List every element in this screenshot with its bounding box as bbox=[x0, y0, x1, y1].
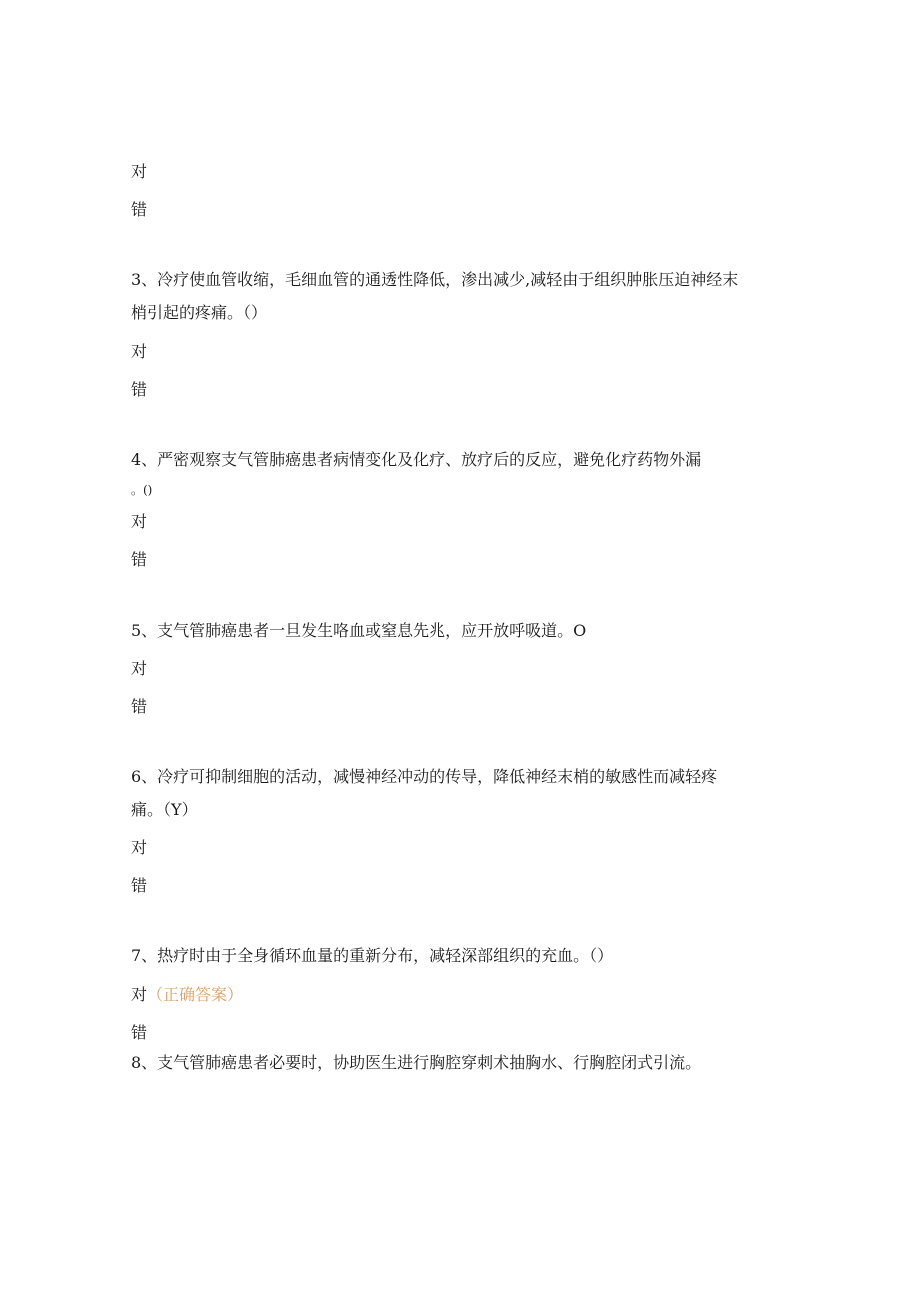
q2-option-false: 错 bbox=[131, 200, 148, 219]
q5-text-line1: 5、支气管肺癌患者一旦发生咯血或窒息先兆，应开放呼吸道。O bbox=[131, 621, 587, 640]
q4-option-true: 对 bbox=[131, 512, 148, 531]
q5-option-true: 对 bbox=[131, 659, 148, 678]
q7-option-true: 对 bbox=[131, 985, 148, 1004]
q4-text-line1: 4、严密观察支气管肺癌患者病情变化及化疗、放疗后的反应，避免化疗药物外漏 bbox=[131, 450, 702, 469]
q6-text-line1: 6、冷疗可抑制细胞的活动，减慢神经冲动的传导，降低神经末梢的敏感性而减轻疼 bbox=[131, 767, 718, 786]
q5-option-false: 错 bbox=[131, 697, 148, 716]
q8-text-line1: 8、支气管肺癌患者必要时，协助医生进行胸腔穿刺术抽胸水、行胸腔闭式引流。 bbox=[131, 1053, 702, 1072]
q2-option-true: 对 bbox=[131, 162, 148, 181]
q3-text-line2: 梢引起的疼痛。（） bbox=[131, 303, 268, 322]
q7-text-line1: 7、热疗时由于全身循环血量的重新分布，减轻深部组织的充血。（） bbox=[131, 946, 614, 965]
q3-option-false: 错 bbox=[131, 380, 148, 399]
q6-text-line2: 痛。（Y） bbox=[131, 800, 198, 819]
q6-option-false: 错 bbox=[131, 876, 148, 895]
q4-text-line2: 。() bbox=[131, 483, 153, 497]
correct-answer-mark: （正确答案） bbox=[147, 985, 244, 1004]
q3-text-line1: 3、冷疗使血管收缩，毛细血管的通透性降低，渗出减少,减轻由于组织肿胀压迫神经末 bbox=[131, 270, 739, 289]
q7-option-true-row bbox=[131, 985, 243, 1005]
q3-option-true: 对 bbox=[131, 342, 148, 361]
q7-option-false: 错 bbox=[131, 1023, 148, 1042]
q6-option-true: 对 bbox=[131, 838, 148, 857]
q4-option-false: 错 bbox=[131, 550, 148, 569]
